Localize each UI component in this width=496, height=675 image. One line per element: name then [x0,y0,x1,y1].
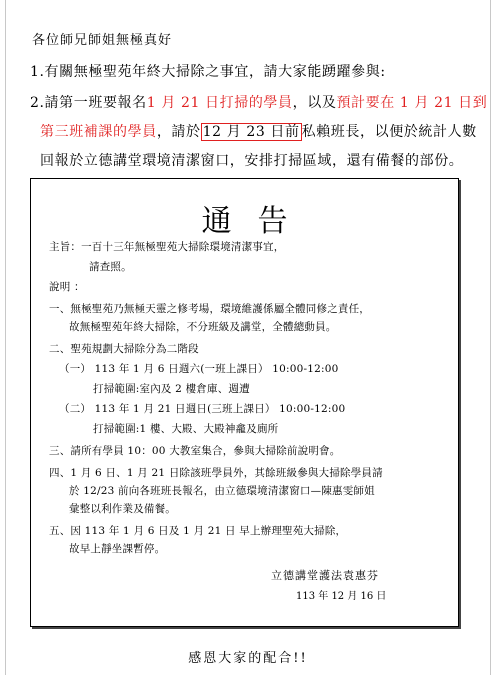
item-2-line-2 [40,121,477,141]
thanks-message: 感恩大家的配合!! [188,651,308,666]
item-2-makeup-highlight: 預計要在 1 月 21 日到 [336,95,488,111]
notice-signature: 立德講堂護法袁惠芬 [271,569,379,582]
notice-point-5: 五、因 113 年 1 月 6 日及 1 月 21 日 早上辦理聖苑大掃除， [49,525,347,537]
notice-point-4: 四、1 月 6 日、1 月 21 日除該班學員外，其餘班級參與大掃除學員請 [49,467,383,479]
notice-explanation-label: 說明 ： [49,281,85,293]
item-2-line-3: 回報於立德講堂環境清潔窗口，安排打掃區域，還有備餐的部份。 [40,153,464,169]
greeting: 各位師兄師姐無極真好 [32,33,173,48]
notice-point-4-cont: 於 12/23 前向各班班長報名，由立德環境清潔窗口—陳惠雯師姐 [69,485,375,497]
notice-point-3: 三、請所有學員 10：00 大教室集合，參與大掃除前說明會。 [49,445,341,457]
notice-stage-1-scope: 打掃範圍:室內及 2 樓倉庫、週遭 [93,383,250,395]
notice-point-1-cont: 故無極聖苑年終大掃除，不分班級及講堂，全體總動員。 [69,321,337,333]
item-2-makeup-highlight: 第三班補課的學員 [40,124,157,140]
notice-point-4-cont: 彙整以利作業及備餐。 [69,503,176,515]
notice-stage-2-scope: 打掃範圍:1 樓、大殿、大殿神龕及廁所 [93,423,279,435]
page-border-right [490,0,491,675]
notice-box [30,178,459,627]
page-border-left [5,0,6,675]
notice-title: 通告 [201,204,314,239]
item-2-text: ，請於 [156,124,201,140]
item-2-text: 私賴班長，以便於統計人數 [301,124,477,140]
item-2-text: ，以及 [292,95,337,111]
item-1: 1.有關無極聖苑年終大掃除之事宜，請大家能踴躍參與: [30,64,386,80]
notice-subject-cont: 請查照。 [89,261,132,273]
notice-stage-1: （一） 113 年 1 月 6 日週六(一班上課日） 10:00-12:00 [59,363,339,375]
item-2-line-1 [30,92,487,112]
deadline-highlight: 12 月 23 日前 [202,124,300,140]
item-2-text: 2.請第一班要報名 [30,95,147,111]
notice-date: 113 年 12 月 16 日 [296,591,387,602]
notice-point-2: 二、聖苑規劃大掃除分為二階段 [49,343,199,355]
notice-point-1: 一、無極聖苑乃無極天靈之修考場，環境維護係屬全體同修之責任， [49,303,370,315]
notice-stage-2: （二） 113 年 1 月 21 日週日(三班上課日） 10:00-12:00 [59,403,346,415]
notice-subject: 主旨：一百十三年無極聖苑大掃除環境清潔事宜， [49,241,285,253]
item-2-date-highlight: 1 月 21 日打掃的學員 [146,95,293,111]
notice-point-5-cont: 故早上靜坐課暫停。 [69,543,166,555]
